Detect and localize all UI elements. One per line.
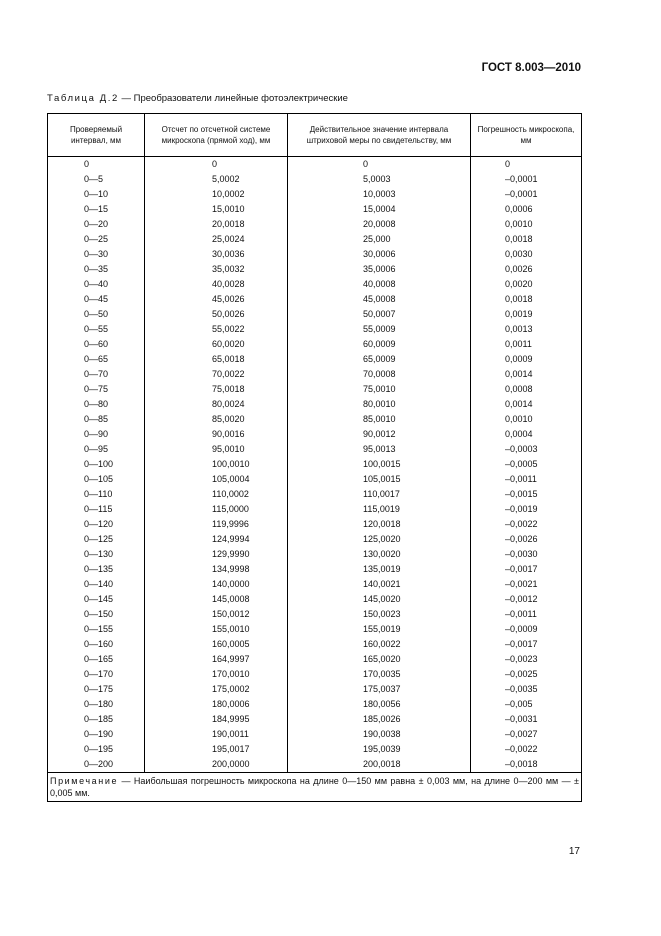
cell-actual-value: 5,0003	[288, 172, 471, 187]
cell-interval: 0—130	[48, 547, 145, 562]
table-row	[48, 547, 582, 562]
cell-actual-value: 0	[288, 157, 471, 173]
cell-reading: 90,0016	[145, 427, 288, 442]
table-row	[48, 622, 582, 637]
cell-reading: 150,0012	[145, 607, 288, 622]
cell-interval: 0—115	[48, 502, 145, 517]
cell-actual-value: 190,0038	[288, 727, 471, 742]
cell-actual-value: 115,0019	[288, 502, 471, 517]
cell-error: 0,0009	[471, 352, 582, 367]
cell-reading: 180,0006	[145, 697, 288, 712]
cell-interval: 0—125	[48, 532, 145, 547]
cell-interval: 0—50	[48, 307, 145, 322]
table-row	[48, 337, 582, 352]
cell-interval: 0—175	[48, 682, 145, 697]
cell-actual-value: 165,0020	[288, 652, 471, 667]
cell-interval: 0—150	[48, 607, 145, 622]
table-row	[48, 532, 582, 547]
cell-actual-value: 15,0004	[288, 202, 471, 217]
cell-error: 0,0004	[471, 427, 582, 442]
cell-actual-value: 145,0020	[288, 592, 471, 607]
table-row	[48, 307, 582, 322]
cell-actual-value: 135,0019	[288, 562, 471, 577]
table-row	[48, 457, 582, 472]
cell-error: –0,0022	[471, 742, 582, 757]
cell-interval: 0—35	[48, 262, 145, 277]
cell-reading: 70,0022	[145, 367, 288, 382]
cell-error: 0,0010	[471, 217, 582, 232]
cell-interval: 0—40	[48, 277, 145, 292]
column-header-actual-value: Действительное значение интервала штриховой меры по свидетельству, мм	[288, 114, 471, 157]
table-row	[48, 187, 582, 202]
cell-reading: 164,9997	[145, 652, 288, 667]
table-row	[48, 502, 582, 517]
cell-reading: 175,0002	[145, 682, 288, 697]
table-row	[48, 577, 582, 592]
table-row	[48, 757, 582, 773]
table-row	[48, 292, 582, 307]
cell-error: 0,0026	[471, 262, 582, 277]
cell-reading: 60,0020	[145, 337, 288, 352]
cell-interval: 0—185	[48, 712, 145, 727]
cell-error: 0,0030	[471, 247, 582, 262]
cell-reading: 50,0026	[145, 307, 288, 322]
cell-reading: 124,9994	[145, 532, 288, 547]
cell-reading: 134,9998	[145, 562, 288, 577]
cell-actual-value: 85,0010	[288, 412, 471, 427]
cell-interval: 0—110	[48, 487, 145, 502]
cell-error: –0,0017	[471, 637, 582, 652]
cell-reading: 0	[145, 157, 288, 173]
cell-actual-value: 150,0023	[288, 607, 471, 622]
cell-error: –0,005	[471, 697, 582, 712]
table-row	[48, 487, 582, 502]
cell-interval: 0—5	[48, 172, 145, 187]
cell-interval: 0—60	[48, 337, 145, 352]
table-row	[48, 427, 582, 442]
column-header-interval: Проверяемый интервал, мм	[48, 114, 145, 157]
cell-interval: 0—160	[48, 637, 145, 652]
page-number: 17	[568, 846, 580, 857]
cell-error: 0,0013	[471, 322, 582, 337]
cell-error: –0,0011	[471, 472, 582, 487]
table-row	[48, 367, 582, 382]
cell-actual-value: 185,0026	[288, 712, 471, 727]
cell-reading: 25,0024	[145, 232, 288, 247]
cell-actual-value: 100,0015	[288, 457, 471, 472]
cell-error: –0,0019	[471, 502, 582, 517]
cell-interval: 0—75	[48, 382, 145, 397]
cell-error: 0,0014	[471, 397, 582, 412]
document-code: ГОСТ 8.003—2010	[481, 62, 581, 74]
cell-actual-value: 45,0008	[288, 292, 471, 307]
cell-reading: 65,0018	[145, 352, 288, 367]
cell-reading: 55,0022	[145, 322, 288, 337]
cell-interval: 0—80	[48, 397, 145, 412]
cell-error: –0,0017	[471, 562, 582, 577]
table-caption-title: — Преобразователи линейные фотоэлектрические	[118, 93, 348, 104]
cell-reading: 95,0010	[145, 442, 288, 457]
cell-interval: 0—65	[48, 352, 145, 367]
cell-interval: 0—55	[48, 322, 145, 337]
table-row	[48, 652, 582, 667]
cell-actual-value: 105,0015	[288, 472, 471, 487]
cell-interval: 0	[48, 157, 145, 173]
cell-actual-value: 35,0006	[288, 262, 471, 277]
cell-actual-value: 195,0039	[288, 742, 471, 757]
table-row	[48, 562, 582, 577]
cell-interval: 0—70	[48, 367, 145, 382]
table-caption-label: Таблица Д.2	[47, 93, 119, 104]
cell-reading: 195,0017	[145, 742, 288, 757]
cell-actual-value: 65,0009	[288, 352, 471, 367]
table-row	[48, 667, 582, 682]
cell-interval: 0—135	[48, 562, 145, 577]
table-note-text: — Наибольшая погрешность микроскопа на длине 0—150 мм равна ± 0,003 мм, на длине 0—200 мм — ± 0,005 мм.	[50, 776, 579, 798]
cell-error: 0,0010	[471, 412, 582, 427]
cell-error: 0	[471, 157, 582, 173]
cell-error: –0,0031	[471, 712, 582, 727]
cell-error: 0,0018	[471, 292, 582, 307]
cell-error: –0,0003	[471, 442, 582, 457]
cell-error: –0,0001	[471, 172, 582, 187]
table-row	[48, 442, 582, 457]
table-body	[48, 157, 582, 773]
table-row	[48, 607, 582, 622]
cell-actual-value: 200,0018	[288, 757, 471, 773]
cell-reading: 110,0002	[145, 487, 288, 502]
cell-actual-value: 60,0009	[288, 337, 471, 352]
cell-interval: 0—200	[48, 757, 145, 773]
cell-error: 0,0014	[471, 367, 582, 382]
cell-reading: 190,0011	[145, 727, 288, 742]
cell-reading: 85,0020	[145, 412, 288, 427]
cell-reading: 140,0000	[145, 577, 288, 592]
table-row	[48, 712, 582, 727]
table-row	[48, 352, 582, 367]
cell-error: –0,0025	[471, 667, 582, 682]
cell-reading: 129,9990	[145, 547, 288, 562]
cell-interval: 0—100	[48, 457, 145, 472]
cell-interval: 0—105	[48, 472, 145, 487]
column-header-error: Погрешность микроскопа, мм	[471, 114, 582, 157]
cell-reading: 184,9995	[145, 712, 288, 727]
cell-reading: 170,0010	[145, 667, 288, 682]
cell-reading: 30,0036	[145, 247, 288, 262]
cell-error: 0,0020	[471, 277, 582, 292]
table-row	[48, 382, 582, 397]
cell-error: 0,0018	[471, 232, 582, 247]
cell-actual-value: 40,0008	[288, 277, 471, 292]
cell-actual-value: 180,0056	[288, 697, 471, 712]
cell-error: –0,0009	[471, 622, 582, 637]
cell-actual-value: 20,0008	[288, 217, 471, 232]
table-header-row	[48, 114, 582, 157]
cell-interval: 0—15	[48, 202, 145, 217]
cell-reading: 115,0000	[145, 502, 288, 517]
cell-actual-value: 155,0019	[288, 622, 471, 637]
cell-actual-value: 55,0009	[288, 322, 471, 337]
cell-interval: 0—20	[48, 217, 145, 232]
cell-actual-value: 70,0008	[288, 367, 471, 382]
cell-reading: 80,0024	[145, 397, 288, 412]
table-row	[48, 157, 582, 173]
table-row	[48, 217, 582, 232]
cell-actual-value: 30,0006	[288, 247, 471, 262]
cell-reading: 119,9996	[145, 517, 288, 532]
table-row	[48, 397, 582, 412]
cell-interval: 0—170	[48, 667, 145, 682]
cell-error: –0,0023	[471, 652, 582, 667]
table-row	[48, 637, 582, 652]
cell-error: 0,0008	[471, 382, 582, 397]
cell-actual-value: 50,0007	[288, 307, 471, 322]
table-row	[48, 727, 582, 742]
cell-actual-value: 75,0010	[288, 382, 471, 397]
cell-interval: 0—90	[48, 427, 145, 442]
cell-reading: 155,0010	[145, 622, 288, 637]
cell-error: 0,0011	[471, 337, 582, 352]
cell-interval: 0—120	[48, 517, 145, 532]
cell-interval: 0—140	[48, 577, 145, 592]
table-row	[48, 247, 582, 262]
cell-error: 0,0006	[471, 202, 582, 217]
cell-interval: 0—45	[48, 292, 145, 307]
cell-error: –0,0035	[471, 682, 582, 697]
table-row	[48, 202, 582, 217]
cell-actual-value: 125,0020	[288, 532, 471, 547]
cell-error: –0,0005	[471, 457, 582, 472]
table-row	[48, 172, 582, 187]
cell-error: –0,0015	[471, 487, 582, 502]
cell-reading: 45,0026	[145, 292, 288, 307]
cell-error: –0,0001	[471, 187, 582, 202]
table-row	[48, 697, 582, 712]
cell-reading: 105,0004	[145, 472, 288, 487]
cell-error: –0,0027	[471, 727, 582, 742]
cell-reading: 5,0002	[145, 172, 288, 187]
cell-error: –0,0018	[471, 757, 582, 773]
cell-interval: 0—165	[48, 652, 145, 667]
cell-error: –0,0030	[471, 547, 582, 562]
cell-actual-value: 170,0035	[288, 667, 471, 682]
table-note-label: Примечание	[50, 776, 119, 786]
cell-interval: 0—180	[48, 697, 145, 712]
cell-reading: 200,0000	[145, 757, 288, 773]
cell-reading: 100,0010	[145, 457, 288, 472]
cell-reading: 145,0008	[145, 592, 288, 607]
cell-actual-value: 95,0013	[288, 442, 471, 457]
cell-error: –0,0022	[471, 517, 582, 532]
table-row	[48, 517, 582, 532]
cell-interval: 0—190	[48, 727, 145, 742]
cell-actual-value: 90,0012	[288, 427, 471, 442]
cell-interval: 0—195	[48, 742, 145, 757]
cell-error: –0,0012	[471, 592, 582, 607]
column-header-reading: Отсчет по отсчетной системе микроскопа (прямой ход), мм	[145, 114, 288, 157]
cell-error: –0,0021	[471, 577, 582, 592]
table-row	[48, 262, 582, 277]
table-row	[48, 682, 582, 697]
table-row	[48, 232, 582, 247]
cell-reading: 75,0018	[145, 382, 288, 397]
cell-actual-value: 80,0010	[288, 397, 471, 412]
table-row	[48, 322, 582, 337]
cell-actual-value: 175,0037	[288, 682, 471, 697]
cell-interval: 0—25	[48, 232, 145, 247]
cell-interval: 0—85	[48, 412, 145, 427]
cell-interval: 0—155	[48, 622, 145, 637]
table-note-row	[48, 773, 582, 802]
cell-actual-value: 120,0018	[288, 517, 471, 532]
cell-reading: 10,0002	[145, 187, 288, 202]
cell-reading: 160,0005	[145, 637, 288, 652]
cell-actual-value: 25,000	[288, 232, 471, 247]
table-row	[48, 592, 582, 607]
cell-actual-value: 110,0017	[288, 487, 471, 502]
cell-reading: 20,0018	[145, 217, 288, 232]
table-row	[48, 742, 582, 757]
table-caption	[47, 93, 348, 104]
table-row	[48, 277, 582, 292]
table-note	[48, 773, 582, 802]
table-row	[48, 412, 582, 427]
cell-error: –0,0026	[471, 532, 582, 547]
cell-interval: 0—95	[48, 442, 145, 457]
cell-actual-value: 160,0022	[288, 637, 471, 652]
cell-interval: 0—10	[48, 187, 145, 202]
cell-reading: 40,0028	[145, 277, 288, 292]
cell-error: 0,0019	[471, 307, 582, 322]
measurement-table	[47, 113, 582, 802]
cell-reading: 35,0032	[145, 262, 288, 277]
cell-actual-value: 140,0021	[288, 577, 471, 592]
cell-interval: 0—145	[48, 592, 145, 607]
cell-actual-value: 130,0020	[288, 547, 471, 562]
table-row	[48, 472, 582, 487]
cell-error: –0,0011	[471, 607, 582, 622]
cell-actual-value: 10,0003	[288, 187, 471, 202]
cell-interval: 0—30	[48, 247, 145, 262]
cell-reading: 15,0010	[145, 202, 288, 217]
